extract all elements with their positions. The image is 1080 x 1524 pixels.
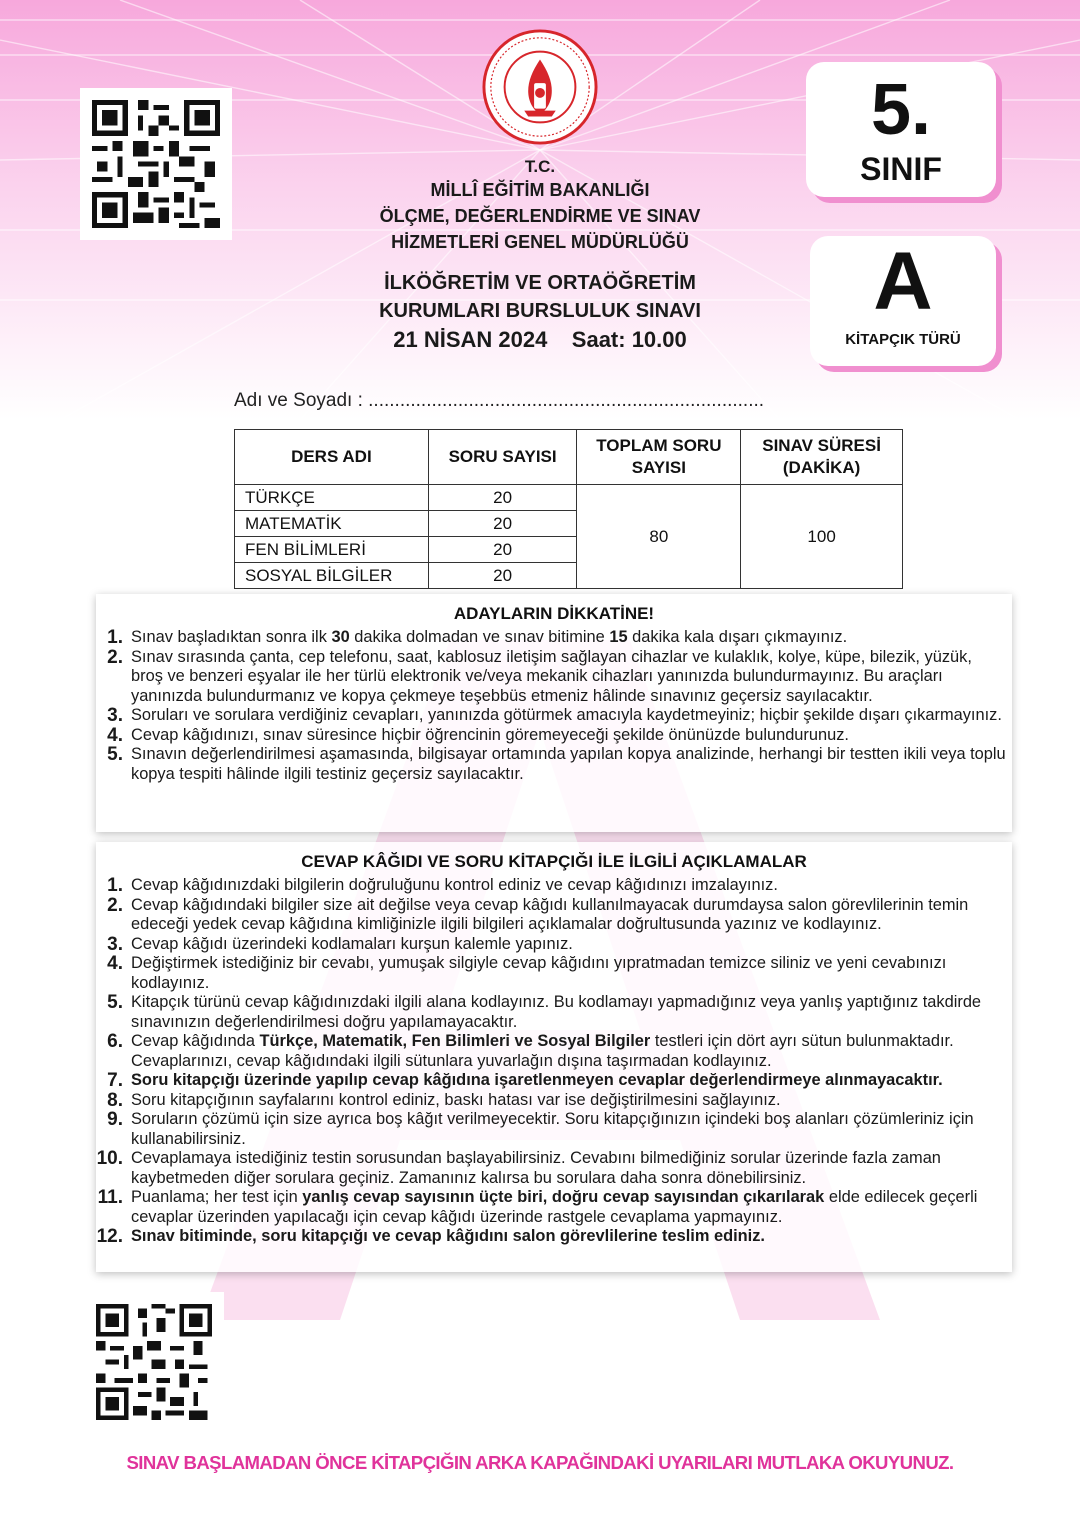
item-text: dakika dolmadan ve sınav bitimine [349, 628, 610, 646]
header-date-time [300, 325, 780, 355]
item-text: Cevap kâğıdındaki bilgiler size ait değilse veya cevap kâğıdı kullanılmayacak durumdaysa salon görevlilerinin temin edeceği yedek cevap kâğıdına kimliğinizle ilgili bilgileri açıklamalar doğrultusunda yazınız ve kodlayınız. [131, 895, 969, 933]
subject-name: SOSYAL BİLGİLER [235, 563, 429, 589]
qr-code-top[interactable] [80, 88, 232, 240]
booklet-type-label: KİTAPÇIK TÜRÜ [845, 331, 961, 348]
attention-title: ADAYLARIN DİKKATİNE! [453, 604, 655, 623]
subject-question-count: 20 [428, 485, 577, 511]
booklet-type-letter: A [873, 236, 933, 327]
item-text: 15 [609, 628, 628, 646]
table-header-total-questions: TOPLAM SORU SAYISI [577, 430, 741, 485]
item-number: 10. [96, 1148, 123, 1169]
exam-duration: 100 [741, 485, 903, 589]
qr-code-icon [96, 1304, 212, 1420]
header-tc: T.C. [524, 157, 556, 176]
qr-code-icon [92, 100, 220, 228]
list-item [96, 935, 1012, 955]
item-number: 5. [107, 992, 123, 1013]
item-text: Soruların çözümü için size ayrıca boş kâğıt verilmeyecektir. Soru kitapçığınızın içindeki boş alanları çözümleriniz için kullanabilirsiniz. [131, 1110, 974, 1148]
list-item [96, 876, 1012, 896]
list-item [96, 706, 1012, 726]
grade-card [806, 62, 996, 197]
name-field-label: Adı ve Soyadı : [234, 390, 363, 411]
item-text: Sınav bitiminde, soru kitapçığı ve cevap kâğıdını salon görevlilerine teslim ediniz. [131, 1227, 765, 1245]
item-number: 9. [107, 1109, 123, 1130]
explanations-panel [96, 842, 1012, 1272]
item-number: 1. [107, 875, 123, 896]
explanations-title: CEVAP KÂĞIDI VE SORU KİTAPÇIĞI İLE İLGİLİ AÇIKLAMALAR [301, 852, 807, 871]
exam-date: 21 NİSAN 2024 [393, 327, 548, 352]
list-item [96, 954, 1012, 993]
item-number: 8. [107, 1089, 123, 1111]
table-header-subject: DERS ADI [235, 430, 429, 485]
footer-warning: SINAV BAŞLAMADAN ÖNCE KİTAPÇIĞIN ARKA KAPAĞINDAKİ UYARILARI MUTLAKA OKUYUNUZ. [126, 1452, 954, 1473]
booklet-type-card [810, 236, 996, 366]
subject-question-count: 20 [428, 563, 577, 589]
list-item [96, 726, 1012, 746]
item-number: 4. [107, 724, 123, 746]
list-item [96, 1071, 1012, 1091]
item-number: 5. [107, 744, 123, 765]
item-text: Cevap kâğıdınızı, sınav süresince hiçbir öğrencinin göremeyeceği şekilde önünüzde bulundurunuz. [131, 725, 849, 744]
attention-list [96, 628, 1012, 784]
list-item [96, 1110, 1012, 1149]
item-number: 3. [107, 933, 123, 955]
item-number: 11. [97, 1187, 123, 1208]
item-text: Sınavın değerlendirilmesi aşamasında, bilgisayar ortamında yapılan kopya analizinde, herhangi bir testten ikili veya toplu kopya tespiti hâlinde ilgili testiniz geçersiz sayılacaktır. [131, 745, 1006, 783]
list-item [96, 896, 1012, 935]
explanations-list [96, 876, 1012, 1247]
table-header-duration: SINAV SÜRESİ (DAKİKA) [741, 430, 903, 485]
item-number: 4. [107, 953, 123, 974]
item-number: 1. [107, 627, 123, 648]
list-item [96, 1091, 1012, 1111]
exam-header [300, 156, 780, 355]
list-item [96, 745, 1012, 784]
name-field-dots: ........................................................................... [368, 390, 765, 411]
total-questions: 80 [577, 485, 741, 589]
item-text: dakika kala dışarı çıkmayınız. [627, 628, 848, 646]
exam-time: Saat: 10.00 [571, 327, 687, 352]
item-text: Cevaplamaya istediğiniz testin sorusundan başlayabilirsiniz. Cevabını bilmediğiniz sorular üzerinde fazla zaman kaybetmeden diğer sorulara geçiniz. Zamanınız kalırsa bu sorulara daha sonra dönebilirsiniz. [131, 1149, 941, 1187]
header-exam-line2: KURUMLARI BURSLULUK SINAVI [379, 300, 701, 322]
header-directorate-line2: HİZMETLERİ GENEL MÜDÜRLÜĞÜ [391, 232, 689, 252]
list-item [96, 1149, 1012, 1188]
item-text: Cevap kâğıdı üzerindeki kodlamaları kurşun kalemle yapınız. [131, 934, 573, 953]
item-text: Soru kitapçığının sayfalarını kontrol ediniz, baskı hatası var ise değiştirilmesini sağlayınız. [131, 1090, 781, 1109]
table-header-question-count: SORU SAYISI [428, 430, 577, 485]
item-text: Cevap kâğıdında [131, 1032, 260, 1050]
ministry-seal-icon [481, 28, 599, 146]
item-text: Sınav sırasında çanta, cep telefonu, saat, kablosuz iletişim sağlayan cihazlar ve kulaklık, kolye, küpe, bilezik, yüzük, broş ve benzeri eşyalar ile her türlü elektronik ve/veya mekanik cihazları yanınızda bulundurmayınız. Bu araçları yanınızda bulundurmanız ve kopya çekmeye teşebbüs etmeniz hâlinde sınavınız geçersiz sayılacaktır. [131, 647, 972, 705]
item-text: elde edilecek geçerli cevaplar üzerinden yapılacağı için cevap kâğıdı üzerinde rastgele cevaplama yapmayınız. [131, 1188, 978, 1226]
attention-panel [96, 594, 1012, 832]
item-number: 6. [107, 1031, 123, 1052]
item-text: Kitapçık türünü cevap kâğıdınızdaki ilgili alana kodlayınız. Bu kodlamayı yapmadığınız veya yanlış yaptığınız takdirde sınavınızın değerlendirilmesi doğru yapılamayacaktır. [131, 993, 982, 1031]
header-directorate-line1: ÖLÇME, DEĞERLENDİRME VE SINAV [379, 206, 701, 226]
name-field[interactable] [234, 390, 764, 412]
item-number: 2. [107, 894, 123, 916]
item-text: Sınav başladıktan sonra ilk [131, 628, 332, 646]
item-text: Puanlama; her test için [131, 1188, 303, 1206]
subject-question-count: 20 [428, 537, 577, 563]
item-text: Cevap kâğıdınızdaki bilgilerin doğruluğunu kontrol ediniz ve cevap kâğıdınızı imzalayınız. [131, 876, 778, 894]
item-text: Değiştirmek istediğiniz bir cevabı, yumuşak silgiyle cevap kâğıdını yıpratmadan temizce siliniz ve yeni cevabınızı kodlayınız. [131, 954, 947, 992]
list-item [96, 628, 1012, 648]
table-header-row [235, 430, 903, 485]
item-text: 30 [331, 628, 350, 646]
header-ministry: MİLLÎ EĞİTİM BAKANLIĞI [430, 180, 650, 200]
subject-question-count: 20 [428, 511, 577, 537]
item-number: 7. [107, 1070, 123, 1091]
list-item [96, 648, 1012, 707]
subject-name: MATEMATİK [235, 511, 429, 537]
list-item [96, 1188, 1012, 1227]
item-number: 12. [96, 1226, 123, 1247]
item-text: Soruları ve sorulara verdiğiniz cevapları, yanınızda götürmek amacıyla kaydetmeyiniz; hiçbir şekilde dışarı çıkarmayınız. [131, 706, 1002, 724]
grade-number: 5. [870, 70, 932, 150]
subject-name: TÜRKÇE [235, 485, 429, 511]
subjects-table [234, 429, 903, 589]
list-item [96, 1227, 1012, 1247]
item-number: 2. [107, 646, 123, 668]
list-item [96, 1032, 1012, 1071]
header-exam-line1: İLKÖĞRETİM VE ORTAÖĞRETİM [384, 272, 696, 294]
item-text: testleri için dört ayrı sütun bulunmaktadır. Cevaplarınızı, cevap kâğıdındaki ilgili sütunlara yuvarlağın dışına taşırmadan kodlayınız. [131, 1032, 954, 1070]
item-number: 3. [107, 705, 123, 726]
item-text: Türkçe, Matematik, Fen Bilimleri ve Sosyal Bilgiler [259, 1032, 651, 1050]
subject-name: FEN BİLİMLERİ [235, 537, 429, 563]
item-text: yanlış cevap sayısının üçte biri, doğru cevap sayısından çıkarılarak [302, 1188, 825, 1206]
grade-label: SINIF [860, 151, 942, 187]
table-row [235, 485, 903, 511]
list-item [96, 993, 1012, 1032]
item-text: Soru kitapçığı üzerinde yapılıp cevap kâğıdına işaretlenmeyen cevaplar değerlendirmeye alınmayacaktır. [131, 1071, 943, 1089]
qr-code-bottom[interactable] [84, 1292, 224, 1432]
